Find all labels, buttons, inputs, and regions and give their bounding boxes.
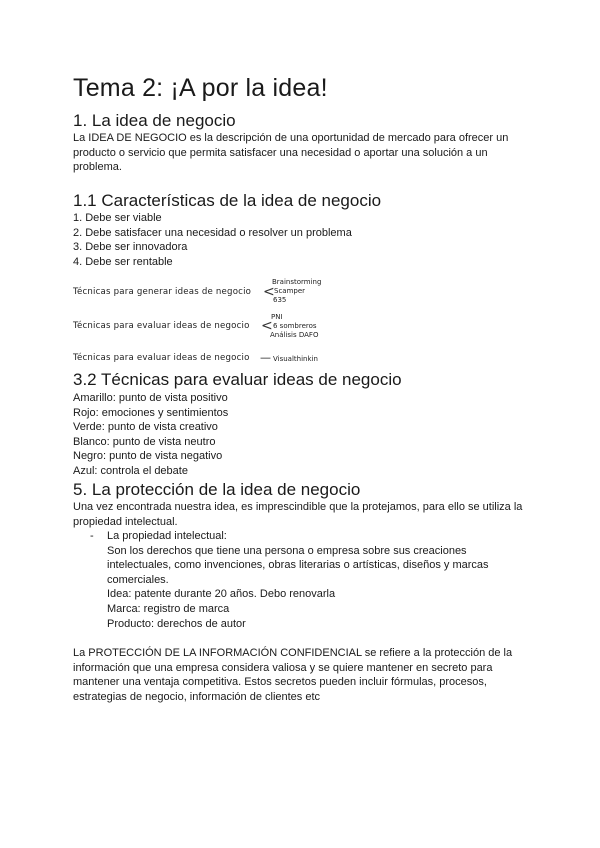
brace-icon: < — [261, 318, 273, 334]
confidencial-paragraph: La PROTECCIÓN DE LA INFORMACIÓN CONFIDENCIAL se refiere a la protección de la información que una empresa considera valiosa y se quiere mantener en secreto para mantener una ventaja competitiva. Estos secretos pueden incluir fórmulas, procesos, estrategias de negocio, información de clientes etc — [73, 647, 513, 703]
page-title: Tema 2: ¡A por la idea! — [73, 74, 328, 102]
list-item: 2. Debe satisfacer una necesidad o resolver un problema — [73, 226, 352, 239]
note-item: Brainstorming — [272, 278, 322, 286]
handwritten-note-generar — [73, 278, 353, 306]
list-item: Verde: punto de vista creativo — [73, 421, 218, 434]
note-item: 635 — [273, 296, 287, 304]
note-label: Técnicas para generar ideas de negocio — [73, 287, 252, 297]
note-label: Técnicas para evaluar ideas de negocio — [73, 321, 250, 331]
handwritten-note-visual — [73, 352, 353, 366]
note-item: Visualthinkin — [273, 355, 318, 363]
bullet-title: La propiedad intelectual: — [107, 530, 227, 542]
section-heading-caracteristicas: 1.1 Características de la idea de negocio — [73, 191, 382, 210]
list-item: Negro: punto de vista negativo — [73, 450, 223, 463]
section-heading-proteccion: 5. La protección de la idea de negocio — [73, 480, 361, 499]
section-heading-idea: 1. La idea de negocio — [73, 111, 236, 130]
list-item: Amarillo: punto de vista positivo — [73, 392, 228, 404]
note-item: PNI — [271, 313, 283, 321]
sub-item: Producto: derechos de autor — [107, 617, 246, 630]
idea-paragraph: La IDEA DE NEGOCIO es la descripción de una oportunidad de mercado para ofrecer un producto o servicio que permita satisfacer una necesidad o aportar una solución a un problema. — [73, 132, 509, 174]
note-item: 6 sombreros — [273, 322, 317, 330]
sub-item: Marca: registro de marca — [107, 603, 230, 615]
section-heading-evaluar: 3.2 Técnicas para evaluar ideas de negocio — [73, 370, 402, 389]
list-item: 1. Debe ser viable — [73, 212, 162, 224]
note-item: Scamper — [274, 287, 306, 295]
proteccion-paragraph: Una vez encontrada nuestra idea, es imprescindible que la protejamos, para ello se utiliza la propiedad intelectual. — [73, 501, 523, 528]
note-label: Técnicas para evaluar ideas de negocio — [73, 353, 250, 363]
note-item: Análisis DAFO — [270, 331, 319, 339]
sub-item: Idea: patente durante 20 años. Debo renovarla — [107, 588, 336, 601]
list-item: Blanco: punto de vista neutro — [73, 435, 216, 448]
handwritten-note-evaluar — [73, 313, 353, 341]
list-item: 4. Debe ser rentable — [73, 255, 173, 268]
bullet-text: Son los derechos que tiene una persona o empresa sobre sus creaciones intelectuales, como invenciones, obras literarias o artísticas, diseños y marcas comerciales. — [107, 544, 489, 586]
list-item: Rojo: emociones y sentimientos — [73, 406, 229, 419]
bullet-marker: - — [90, 530, 94, 542]
list-item: Azul: controla el debate — [73, 465, 188, 477]
arrow-dash: — — [260, 351, 271, 364]
brace-icon: < — [263, 284, 275, 300]
list-item: 3. Debe ser innovadora — [73, 241, 188, 254]
